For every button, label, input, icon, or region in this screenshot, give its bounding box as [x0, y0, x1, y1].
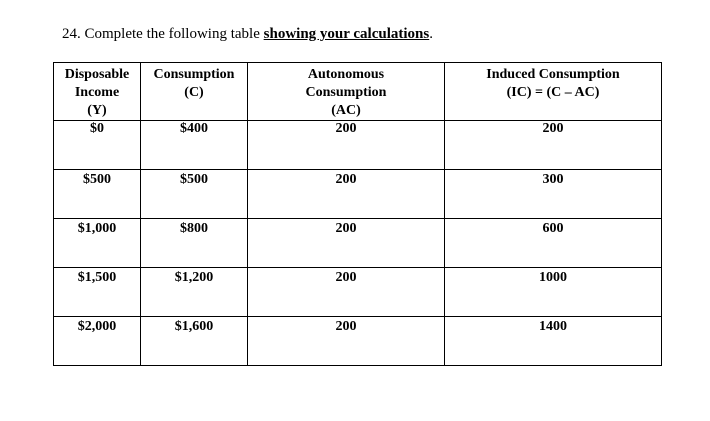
consumption-table — [53, 62, 662, 366]
cell-income: $2,000 — [54, 317, 141, 366]
header-consumption — [141, 63, 248, 121]
question-text: Complete the following table — [84, 26, 264, 42]
cell-induced: 200 — [445, 121, 662, 170]
header-line: (C) — [184, 85, 204, 100]
header-line: Induced Consumption — [486, 67, 620, 82]
cell-income: $1,500 — [54, 268, 141, 317]
cell-induced: 1000 — [445, 268, 662, 317]
cell-autonomous: 200 — [248, 170, 445, 219]
header-line: Autonomous — [307, 67, 385, 82]
cell-induced: 600 — [445, 219, 662, 268]
header-line: (IC) = (C – AC) — [506, 85, 600, 100]
cell-consumption: $400 — [141, 121, 248, 170]
table-row — [54, 121, 662, 170]
question-period: . — [429, 26, 433, 42]
cell-induced: 1400 — [445, 317, 662, 366]
table-row — [54, 317, 662, 366]
cell-consumption: $1,600 — [141, 317, 248, 366]
header-disposable-income — [54, 63, 141, 121]
question-number: 24. — [62, 26, 81, 42]
cell-induced: 300 — [445, 170, 662, 219]
cell-consumption: $500 — [141, 170, 248, 219]
cell-consumption: $800 — [141, 219, 248, 268]
header-induced-consumption — [445, 63, 662, 121]
table-row — [54, 219, 662, 268]
header-line: Consumption — [153, 67, 235, 82]
cell-consumption: $1,200 — [141, 268, 248, 317]
table-header-row — [54, 63, 662, 121]
header-line: Disposable — [64, 67, 130, 82]
question-emphasis: showing your calculations — [263, 26, 430, 42]
cell-autonomous: 200 — [248, 121, 445, 170]
header-line: (Y) — [87, 103, 107, 118]
cell-income: $1,000 — [54, 219, 141, 268]
question-prompt — [62, 26, 433, 43]
header-line: Consumption — [305, 85, 387, 100]
cell-autonomous: 200 — [248, 219, 445, 268]
cell-income: $500 — [54, 170, 141, 219]
cell-income: $0 — [54, 121, 141, 170]
cell-autonomous: 200 — [248, 268, 445, 317]
table-row — [54, 268, 662, 317]
cell-autonomous: 200 — [248, 317, 445, 366]
table-row — [54, 170, 662, 219]
header-line: Income — [74, 85, 120, 100]
header-line: (AC) — [331, 103, 361, 118]
header-autonomous-consumption — [248, 63, 445, 121]
